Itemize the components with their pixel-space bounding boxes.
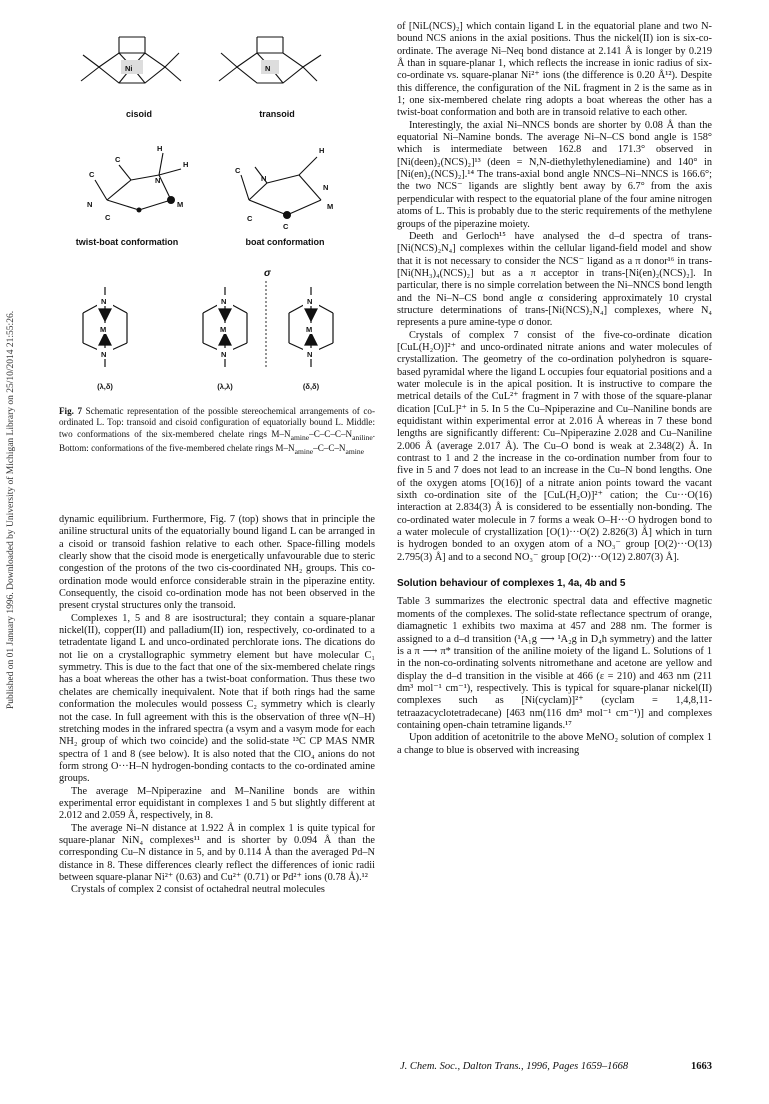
- tb-c-label-2: C: [115, 155, 121, 164]
- left-column: [59, 514, 375, 897]
- tb-h-label-2: H: [183, 160, 189, 169]
- tb-h-label-1: H: [157, 144, 163, 153]
- twist-boat-atom: [137, 208, 142, 213]
- tb-n-label-2: N: [87, 200, 93, 209]
- sigma-label: σ: [264, 268, 271, 279]
- journal-citation: J. Chem. Soc., Dalton Trans., 1996, Pages 1659–1668: [400, 1061, 629, 1072]
- right-paragraph: Upon addition of acetonitrile to the above MeNO₂ solution of complex 1 a change to blue is observed with increasing: [397, 732, 712, 756]
- ld-m: M: [100, 325, 107, 334]
- right-paragraph: Interestingly, the axial Ni–NNCS bonds are shorter by 0.08 Å than the equatorial Ni–Namine bonds. The average Ni–N–CS bond angle is 158° which is intermediate between 162.8 and 171.3° observed in [Ni(deen)₂(NCS)₂]¹³ (deen = N,N-diethylethylenediamine) and 140° in [Ni(en)₂(NCS)₂].¹⁴ The trans-axial bond angle NNCS–Ni–NNCS is 166.6°; the two NCS⁻ ligands are slightly bent away by 6.7° from the axis perpendicular with respect to the equatorial plane of the four amine nitrogen atoms of L. This is probably due to the steric requirements of the methylene groups of the piperazine moiety.: [397, 119, 712, 230]
- figure-7-drawing: [59, 25, 375, 405]
- caption-label: Fig. 7: [59, 406, 83, 416]
- transoid-molecule: [219, 37, 321, 83]
- download-watermark: [4, 160, 18, 860]
- dd-n-bottom: N: [307, 350, 313, 359]
- boat-metal: [283, 211, 291, 219]
- figure-7: [59, 25, 375, 405]
- label-lambda-lambda: (λ,λ): [217, 382, 233, 391]
- transoid-n-label: N: [265, 64, 271, 73]
- ll-n-top: N: [221, 297, 227, 306]
- dd-m: M: [306, 325, 313, 334]
- right-paragraph: Crystals of complex 7 consist of the five-co-ordinate dication [CuL(H₂O)]²⁺ and unco-ordinated nitrate anions and water molecules of crystallization. The geometry of the co-ordination polyhedron is square-based pyramidal where the ligand L occupies four equatorial positions and a water molecule is in the apical position. It is instructive to compare the metrical details of the CuL²⁺ fragment in 7 with those of the square-planar dication [CuL]²⁺ in 5. In 5 the Cu–Npiperazine and Cu–Naniline bonds are equidistant within experimental error at 2.016 Å whereas in 7 these bond lengths are significantly different: Cu–Npiperazine 2.028 and Cu–Naniline 2.006 Å (average 2.017 Å). The Cu–O bond is weak at 2.348(2) Å. In contrast to 1 and 2 the increase in the co-ordination number from four to five in 5 and 7 does not lead to an increase in the Cu–N bond lengths. One of the oxygen atoms [O(16)] of a nitrate anion points toward the vacant sixth co-ordination site of the [CuL(H₂O)]²⁺ cation; the Cu···O(16) interaction at 2.834(3) Å is considered to be essentially non-bonding. The co-ordinated water molecule in 7 forms a weak O–H···O hydrogen bond to a water molecule of crystallization [O(1)···O(2) 2.826(3) Å] which in turn is hydrogen bonded to an oxygen atom of a NO₃⁻ group [O(2)···O(13) 2.795(3) Å] and to a second NO₃⁻ group [O(2)···O(12) 2.807(3) Å].: [397, 329, 712, 563]
- left-paragraph: Crystals of complex 2 consist of octahedral neutral molecules: [71, 884, 325, 896]
- label-delta-delta: (δ,δ): [302, 382, 320, 391]
- ll-m: M: [220, 325, 227, 334]
- tb-c-label-1: C: [89, 170, 95, 179]
- download-watermark-text: Published on 01 January 1996. Downloaded by University of Michigan Library on 25/10/2014 21:55:26.: [6, 310, 16, 710]
- caption-sub-4: amine: [345, 446, 365, 456]
- ld-n-bottom: N: [101, 350, 107, 359]
- b-h-label: H: [319, 146, 325, 155]
- b-n-label: N: [261, 174, 267, 183]
- caption-text-4: –C–C–N: [313, 442, 346, 453]
- left-paragraph: dynamic equilibrium. Furthermore, Fig. 7 (top) shows that in principle the aniline structural units of the equatorially bound ligand L can be arranged in a cisoid or transoid fashion relative to each other. Space-filling models clearly show that the cisoid mode is energetically unfavourable due to steric congestion of the protons of the two cis-coordinated NH₂ groups. This co-ordination mode would enforce considerable strain in the piperazine entity. Consequently, the cisoid co-ordination mode has not been observed in the present crystal structures only the transoid.: [59, 514, 375, 612]
- dd-n-top: N: [307, 297, 313, 306]
- right-paragraph: of [NiL(NCS)₂] which contain ligand L in the equatorial plane and two N-bound NCS anions in the axial positions. Thus the nickel(II) ion is six-co-ordinate. The average Ni–Neq bond distance at 2.141 Å is longer by 0.219 Å than in square-planar 1, which reflects the increase in ionic radius of six-co-ordinate vs. square-planar Ni²⁺ ions (the difference is 0.20 Å¹²). Despite this difference, the configuration of the NiL fragment in 2 is the same as in 1; one six-membered chelate ring adopts a boat whereas the other has a twist-boat conformation and both are in transoid relative to each other.: [397, 21, 712, 119]
- figure-caption: [59, 406, 375, 457]
- right-paragraph: Deeth and Gerloch¹⁵ have analysed the d–d spectra of trans-[Ni(NCS)₂N₄] complexes within the cellular ligand-field model and show that it is not necessary to consider the NCS⁻ ligand as a π donor¹⁶ in trans-[Ni(NH₃)₄(NCS)₂] but as a π acceptor in trans-[Ni(en)₂(NCS)₂]. In particular, there is no simple correlation between the Ni–NNCS bond length and the Ni–N–CS bond angle α considering approximately 10 crystal structure determinations of trans-[Ni(NCS)₂N₄] complexes, where N₄ represents a pure amine-type σ donor.: [397, 230, 712, 329]
- caption-text: Schematic representation of the possible stereochemical arrangements of co-ordinated L. Top: transoid and cisoid configuration of equatorially bound L. Middle: two conformations of the six-membered chelate rings M–N: [59, 406, 375, 439]
- b-m-label: M: [327, 202, 334, 211]
- left-paragraph: Complexes 1, 5 and 8 are isostructural; they contain a square-planar nickel(II), copper(II) and palladium(II) ion, respectively, co-ordinated to a tetradentate ligand L and unco-ordinated perchlorate ions. The dications do not lie on a crystallographic symmetry element but have molecular C₁ symmetry. This is due to the fact that one of the six-membered chelate rings has a boat whereas the other has a twist-boat conformation. Thus these two chelates are chemically inequivalent. Note that if both rings had the same conformation the molecules would possess C₂ symmetry which is clearly not the case. In full agreement with this is the observation of three ν(N–H) stretching modes in the infrared spectra (a νsym and a νasym mode for each NH₂ group of which two coincide) and the solid-state ¹³C CP MAS NMR spectra of 1 and 8 (see below). It is also noted that the ClO₄ anions do not form strong O···H–N hydrogen-bonding contacts to the co-ordinated amine groups.: [59, 612, 375, 785]
- left-paragraph: The average M–Npiperazine and M–Naniline bonds are within experimental error equidistant in complexes 1 and 5 but slightly different at 2.012 and 2.059 Å, respectively, in 8.: [59, 785, 375, 822]
- boat-drawing: [241, 157, 321, 215]
- right-column: [397, 21, 712, 757]
- b-n-label-2: N: [323, 183, 329, 192]
- caption-text-2: –C–C–C–N: [309, 428, 353, 439]
- label-lambda-delta: (λ,δ): [97, 382, 113, 391]
- tb-c-label-3: C: [105, 213, 111, 222]
- twist-boat-label: twist-boat conformation: [75, 237, 179, 247]
- b-c-label-3: C: [283, 222, 289, 231]
- page-footer: [400, 1061, 712, 1072]
- transoid-label: transoid: [259, 109, 295, 119]
- cisoid-label: cisoid: [125, 109, 153, 119]
- left-paragraph: The average Ni–N distance at 1.922 Å in complex 1 is quite typical for square-planar NiN₄ complexes¹¹ and is shorter by 0.094 Å than the corresponding Cu–N distance in 5, and by 0.114 Å than the averaged Pd–N distance in 8. These differences clearly reflect the differences of ionic radii between square-planar Ni²⁺ (0.63) and Cu²⁺ (0.71) or Pd²⁺ ions (0.78 Å).¹²: [59, 822, 375, 883]
- caption-sub-3: amine: [294, 446, 314, 456]
- right-paragraph: Table 3 summarizes the electronic spectral data and effective magnetic moments of the complexes. The solid-state reflectance spectrum of orange, diamagnetic 1 exhibits two maxima at 457 and 288 nm. The former is assigned to a d–d transition (¹A₁g ⟶ ¹A₂g in D₄h symmetry) and the latter is a π ⟶ π* transition of the aniline moiety of the ligand L. Solutions of 1 in the non-co-ordinating solvents nitromethane and acetone are yellow and display the d–d transition in the visible at 466 (ε = 210) and 463 nm (211 dm³ mol⁻¹ cm⁻¹), respectively. This is typical for square-planar nickel(II) complexes such as [Ni(cyclam)]²⁺ (cyclam = 1,4,8,11-tetraazacyclotetradecane) [463 nm(116 dm³ mol⁻¹ cm⁻¹)] and complexes containing open-chain tetramine ligands.¹⁷: [397, 596, 712, 731]
- ll-n-bottom: N: [221, 350, 227, 359]
- section-heading: Solution behaviour of complexes 1, 4a, 4b and 5: [397, 578, 626, 590]
- caption-sub-1: amine: [290, 432, 310, 442]
- twist-boat-metal: [167, 196, 175, 204]
- tb-n-label: N: [155, 176, 161, 185]
- caption-sub-2: aniline: [352, 432, 373, 442]
- cisoid-molecule: [81, 37, 181, 83]
- b-c-label-2: C: [247, 214, 253, 223]
- ld-n-top: N: [101, 297, 107, 306]
- caption-text-3: . Bottom: conformations of the five-membered chelate rings M–N: [59, 428, 375, 453]
- page-number: 1663: [691, 1061, 712, 1072]
- tb-m-label: M: [177, 200, 184, 209]
- cisoid-ni-label: Ni: [125, 64, 133, 73]
- boat-label: boat conformation: [245, 237, 325, 247]
- b-c-label-1: C: [235, 166, 241, 175]
